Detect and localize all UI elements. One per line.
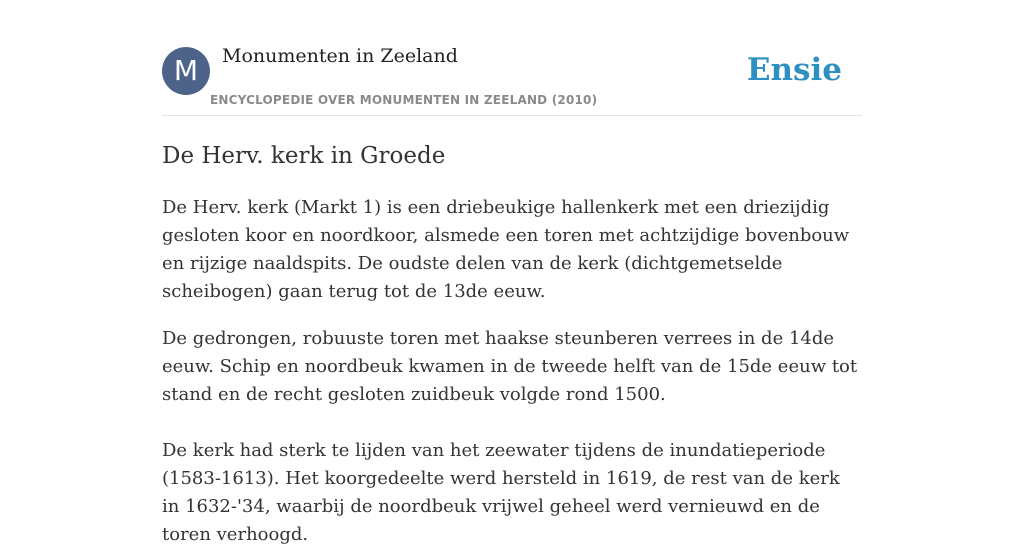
content-container (162, 0, 862, 549)
article-paragraph-3: De kerk had sterk te lijden van het zeewater tijdens de inundatieperiode (1583-1613). Het koorgedeelte werd hersteld in 1619, de rest van de kerk in 1632-'34, waarbij de noordbeuk vrijwel geheel werd vernieuwd en de toren verhoogd. (162, 440, 840, 545)
brand-logo[interactable]: Ensie (746, 52, 842, 88)
article-title: De Herv. kerk in Groede (162, 143, 446, 169)
article-paragraph-2: De gedrongen, robuuste toren met haakse steunberen verrees in de 14de eeuw. Schip en noordbeuk kwamen in de tweede helft van de 15de eeuw tot stand en de recht gesloten zuidbeuk volgde rond 1500. (162, 328, 858, 405)
source-subtitle: ENCYCLOPEDIE OVER MONUMENTEN IN ZEELAND (2010) (210, 93, 598, 107)
source-avatar[interactable]: M (162, 47, 210, 95)
source-title-link[interactable]: Monumenten in Zeeland (222, 45, 458, 67)
source-header (162, 0, 862, 116)
article-paragraph-1: De Herv. kerk (Markt 1) is een driebeukige hallenkerk met een driezijdig gesloten koor en noordkoor, alsmede een toren met achtzijdige bovenbouw en rijzige naaldspits. De oudste delen van de kerk (dichtgemetselde scheibogen) gaan terug tot de 13de eeuw. (162, 197, 850, 302)
